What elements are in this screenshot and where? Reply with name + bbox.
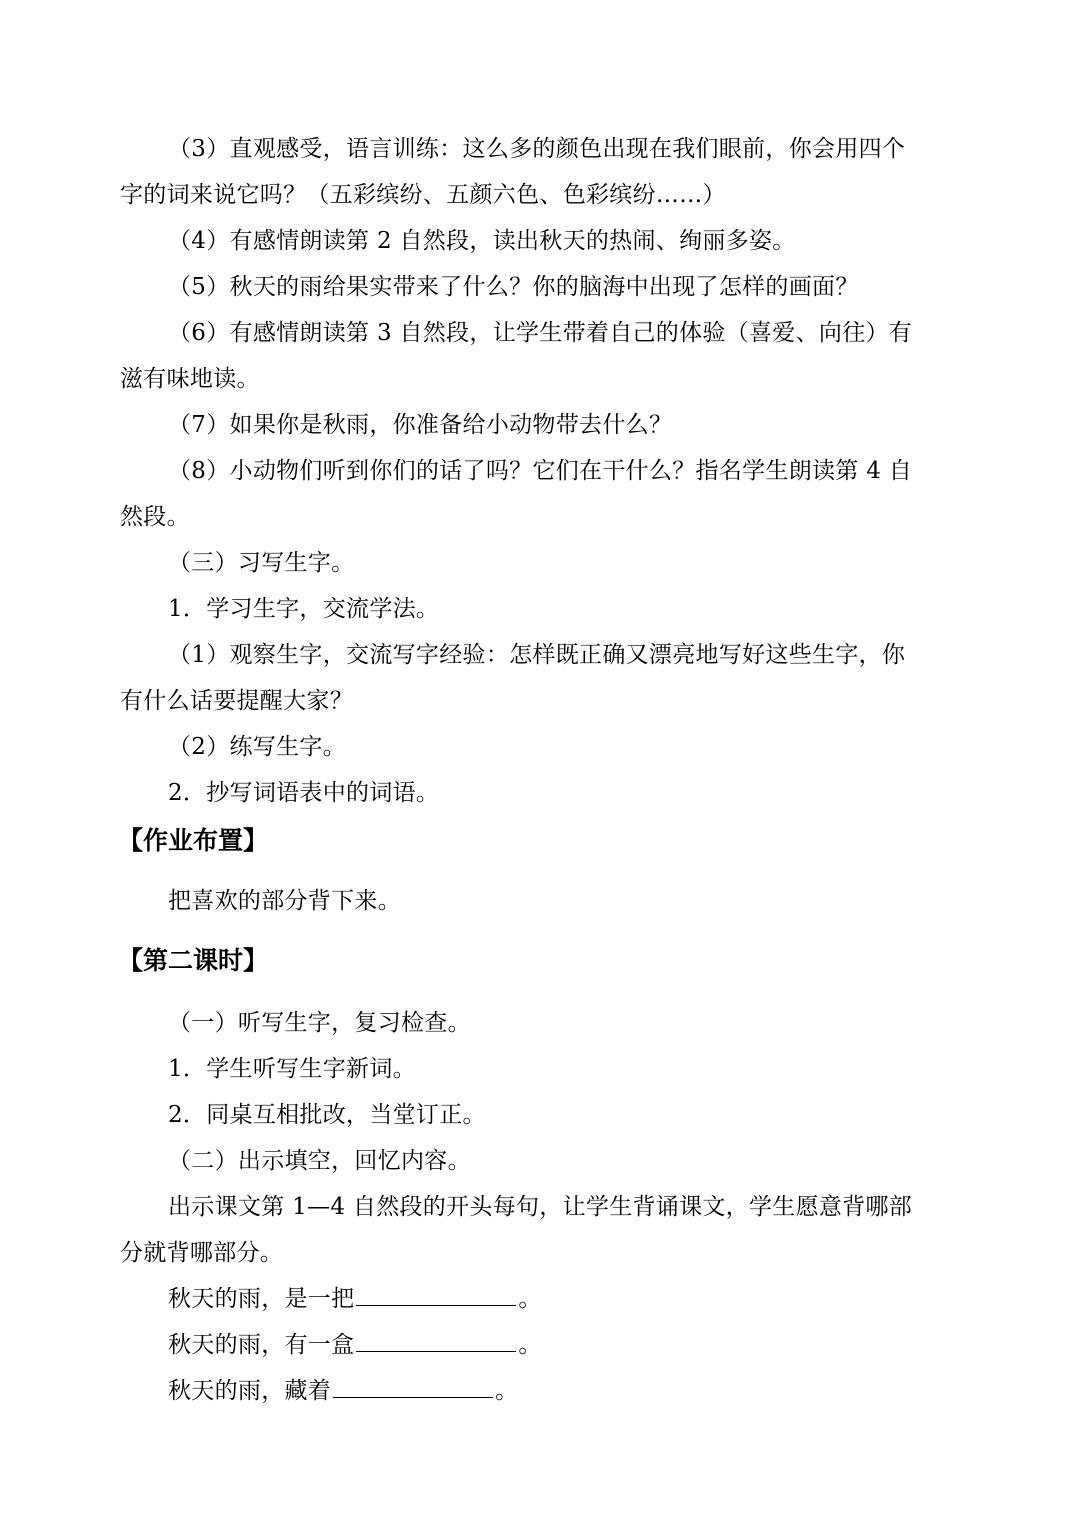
- section-subheading: （一）听写生字，复习检查。: [168, 1010, 471, 1036]
- fill-blank-suffix: 。: [518, 1286, 542, 1312]
- paragraph-line: 有什么话要提醒大家？: [120, 688, 353, 714]
- paragraph-line: 2．同桌互相批改，当堂订正。: [168, 1102, 486, 1128]
- fill-blank-line: [120, 1322, 960, 1368]
- paragraph-line: （2）练写生字。: [168, 734, 347, 760]
- paragraph-line: 分就背哪部分。: [120, 1240, 284, 1266]
- paragraph-line: （8）小动物们听到你们的话了吗？它们在干什么？指名学生朗读第 4 自: [168, 458, 913, 484]
- fill-blank: [356, 1283, 516, 1306]
- section-subheading: （三）习写生字。: [168, 550, 355, 576]
- fill-blank-suffix: 。: [518, 1332, 542, 1358]
- paragraph-line: 1．学生听写生字新词。: [168, 1056, 416, 1082]
- paragraph-line: （1）观察生字，交流写字经验：怎样既正确又漂亮地写好这些生字，你: [168, 642, 906, 668]
- heading-homework: 【作业布置】: [118, 826, 269, 855]
- paragraph-line: （5）秋天的雨给果实带来了什么？你的脑海中出现了怎样的画面？: [168, 274, 859, 300]
- fill-blank-line: [120, 1276, 960, 1322]
- paragraph-line: （3）直观感受，语言训练：这么多的颜色出现在我们眼前，你会用四个: [168, 136, 906, 162]
- paragraph-line: 字的词来说它吗？（五彩缤纷、五颜六色、色彩缤纷……）: [120, 182, 726, 208]
- paragraph-line: （6）有感情朗读第 3 自然段，让学生带着自己的体验（喜爱、向往）有: [168, 320, 913, 346]
- fill-blank-line: [120, 1368, 960, 1414]
- paragraph-line: （7）如果你是秋雨，你准备给小动物带去什么？: [168, 412, 673, 438]
- paragraph-line: 滋有味地读。: [120, 366, 260, 392]
- paragraph-line: 然段。: [120, 504, 190, 530]
- fill-blank-prefix: 秋天的雨，有一盒: [168, 1332, 355, 1358]
- paragraph-line: （4）有感情朗读第 2 自然段，读出秋天的热闹、绚丽多姿。: [168, 228, 796, 254]
- homework-text: 把喜欢的部分背下来。: [168, 888, 401, 914]
- fill-blank-prefix: 秋天的雨，是一把: [168, 1286, 355, 1312]
- document-page: [120, 126, 960, 1414]
- fill-blank: [356, 1329, 516, 1352]
- fill-blank-suffix: 。: [495, 1378, 519, 1404]
- fill-blank: [333, 1375, 493, 1398]
- paragraph-line: 出示课文第 1—4 自然段的开头每句，让学生背诵课文，学生愿意背哪部: [168, 1194, 913, 1220]
- paragraph-line: 1．学习生字，交流学法。: [168, 596, 440, 622]
- section-subheading: （二）出示填空，回忆内容。: [168, 1148, 471, 1174]
- paragraph-line: 2．抄写词语表中的词语。: [168, 780, 440, 806]
- fill-blank-prefix: 秋天的雨，藏着: [168, 1378, 332, 1404]
- heading-lesson-two: 【第二课时】: [118, 946, 269, 975]
